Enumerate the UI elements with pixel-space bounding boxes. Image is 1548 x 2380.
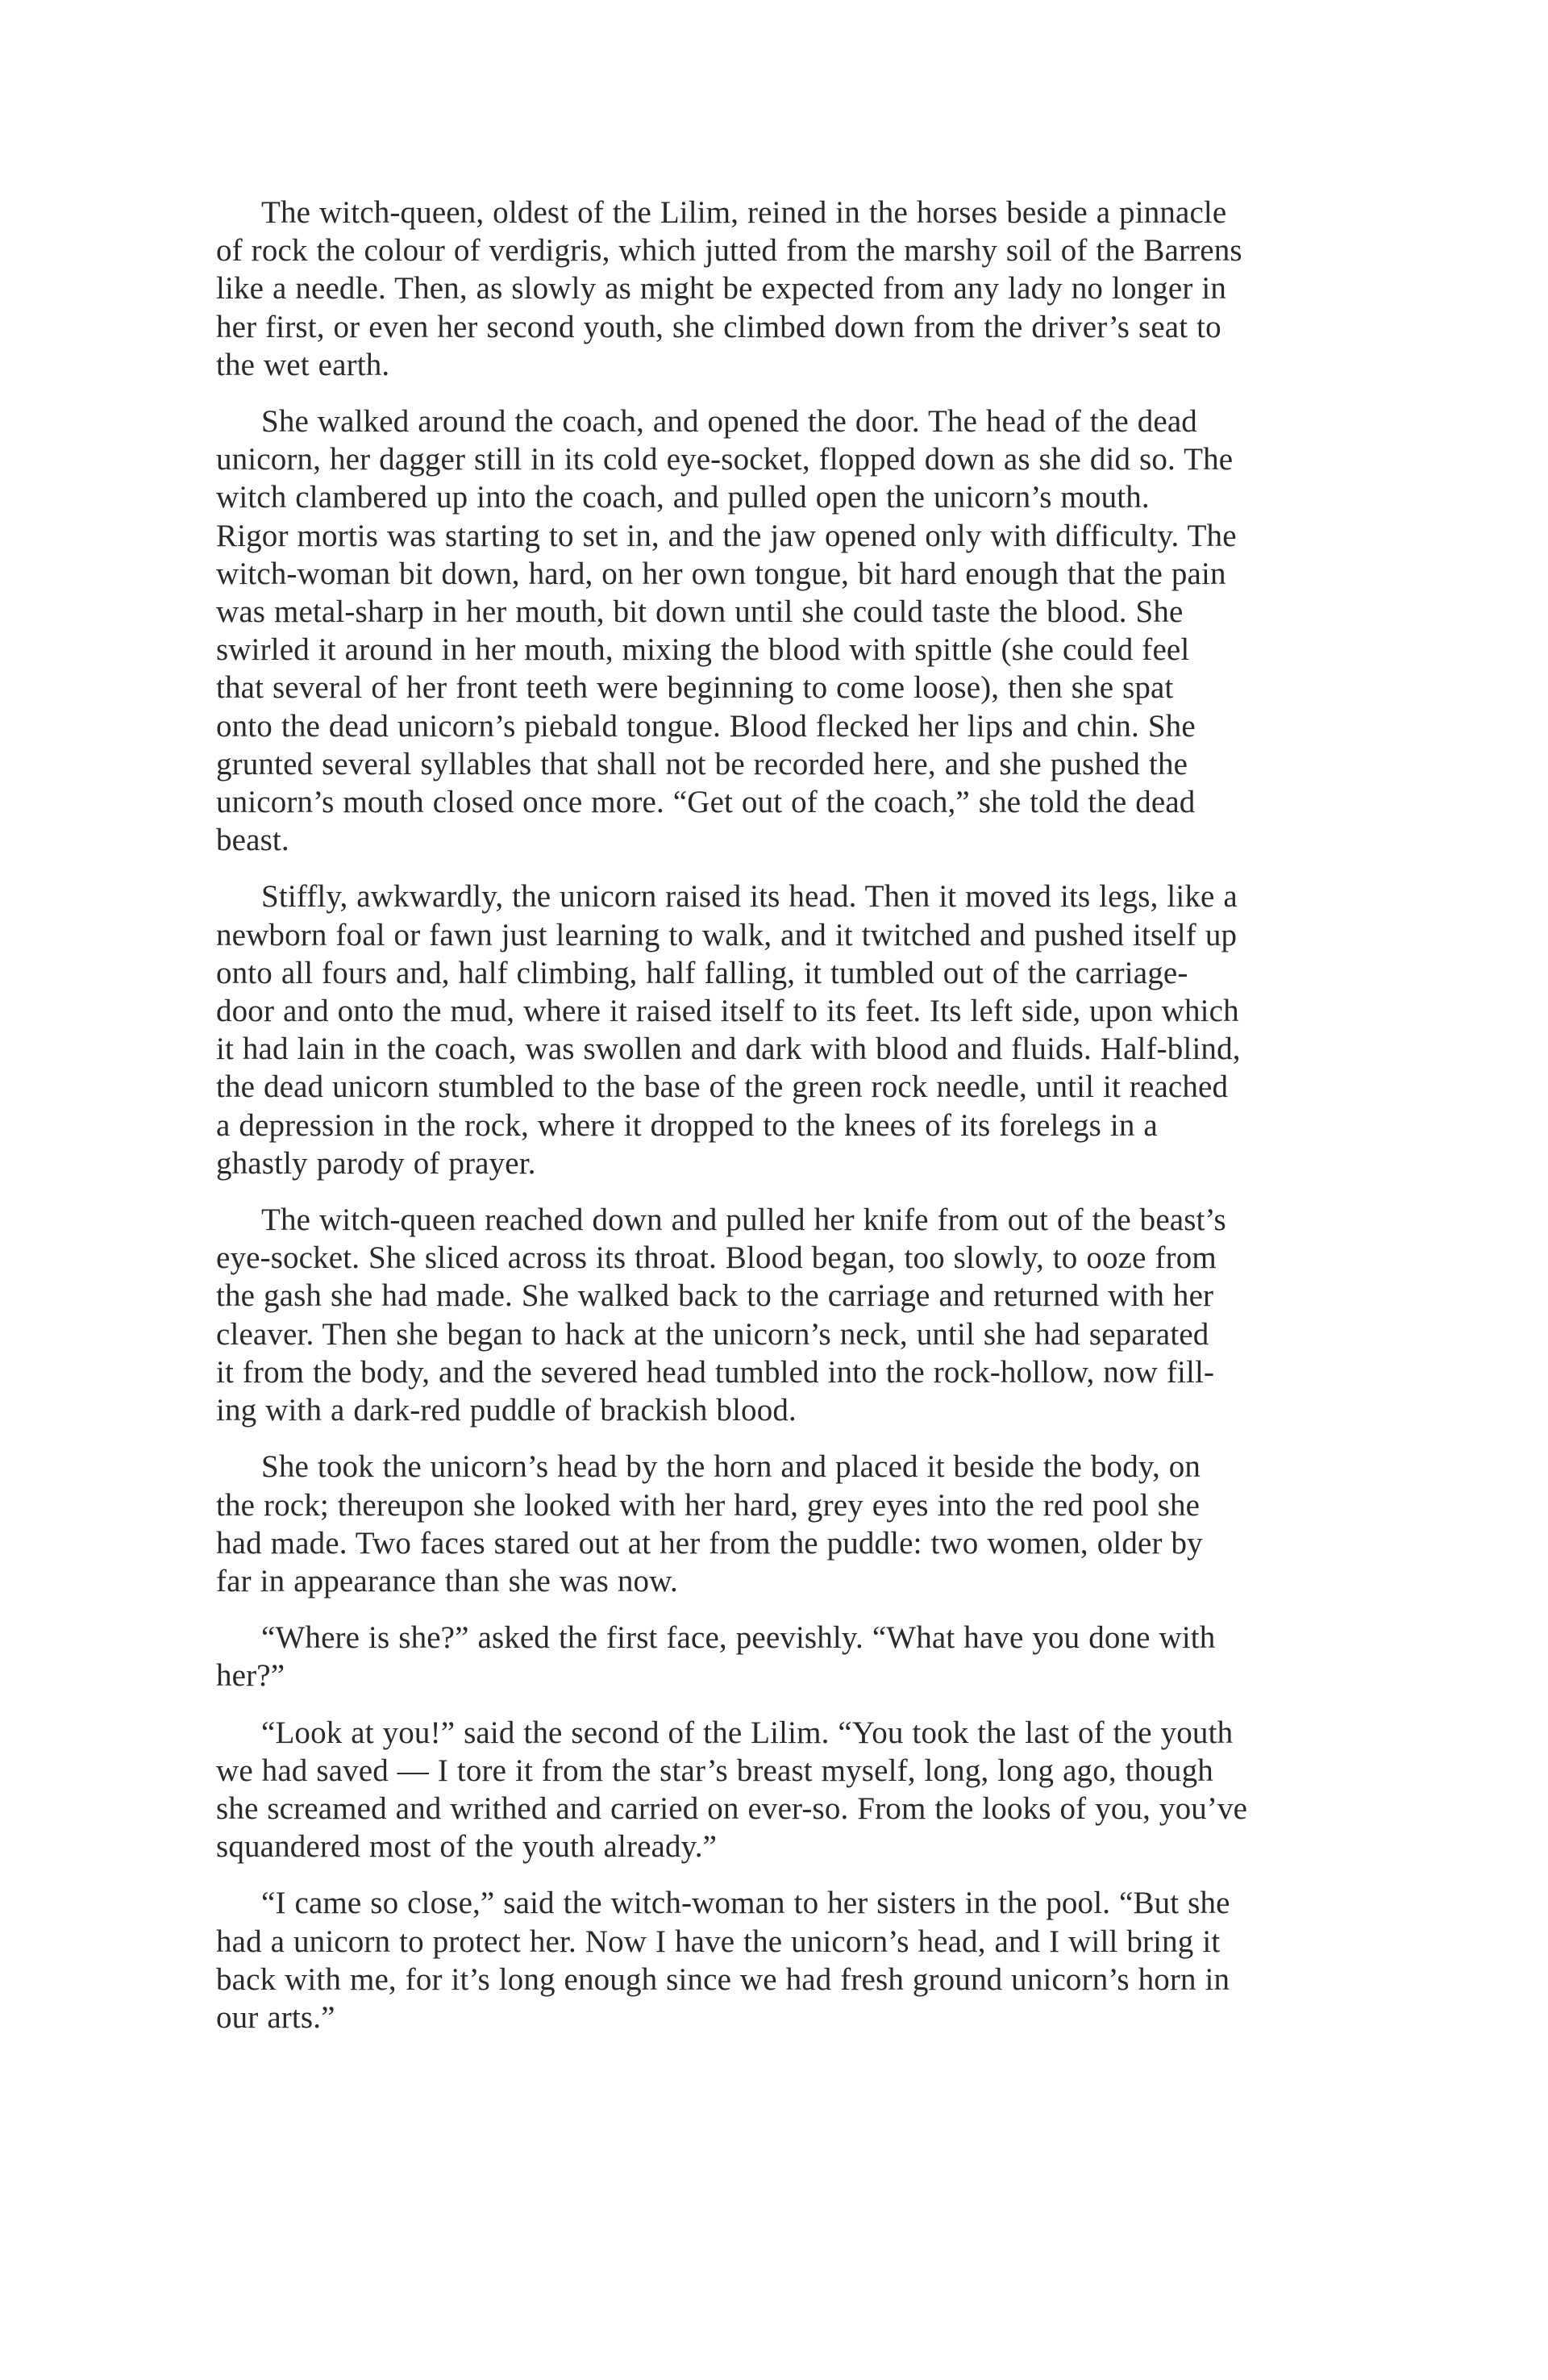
text-line: we had saved — I tore it from the star’s breast myself, long, long ago, though — [216, 1753, 1213, 1788]
text-line: back with me, for it’s long enough since we had fresh ground unicorn’s horn in — [216, 1961, 1230, 1997]
text-line: squandered most of the youth already.” — [216, 1829, 718, 1865]
paragraph-4 — [216, 1201, 1329, 1429]
text-line: newborn foal or fawn just learning to walk, and it twitched and pushed itself up — [216, 917, 1238, 952]
text-line: cleaver. Then she began to hack at the unicorn’s neck, until she had separated — [216, 1316, 1209, 1352]
text-line: witch-woman bit down, hard, on her own tongue, bit hard enough that the pain — [216, 556, 1226, 591]
text-line: grunted several syllables that shall not be recorded here, and she pushed the — [216, 746, 1188, 782]
text-line: She took the unicorn’s head by the horn and placed it beside the body, on — [261, 1449, 1201, 1485]
text-line: “Look at you!” said the second of the Lilim. “You took the last of the youth — [261, 1715, 1234, 1750]
text-line: The witch-queen reached down and pulled her knife from out of the beast’s — [261, 1203, 1226, 1238]
text-line: Rigor mortis was starting to set in, and the jaw opened only with difficulty. The — [216, 518, 1237, 553]
text-line: like a needle. Then, as slowly as might be expected from any lady no longer in — [216, 271, 1227, 306]
text-line: had made. Two faces stared out at her from the puddle: two women, older by — [216, 1525, 1203, 1561]
text-line: Stiffly, awkwardly, the unicorn raised its head. Then it moved its legs, like a — [261, 879, 1238, 915]
text-line: unicorn, her dagger still in its cold eye-socket, flopped down as she did so. The — [216, 442, 1234, 477]
text-line: eye-socket. She sliced across its throat. Blood began, too slowly, to ooze from — [216, 1240, 1217, 1276]
text-line: “I came so close,” said the witch-woman to her sisters in the pool. “But she — [261, 1886, 1230, 1921]
book-page — [216, 194, 1329, 2055]
text-line: the dead unicorn stumbled to the base of the green rock needle, until it reached — [216, 1069, 1229, 1105]
text-line: it from the body, and the severed head tumbled into the rock-hollow, now fill- — [216, 1354, 1215, 1390]
text-line: the rock; thereupon she looked with her hard, grey eyes into the red pool she — [216, 1487, 1201, 1523]
text-line: swirled it around in her mouth, mixing the blood with spittle (she could feel — [216, 632, 1190, 668]
text-line: that several of her front teeth were beginning to come loose), then she spat — [216, 670, 1174, 706]
text-line: “Where is she?” asked the first face, peevishly. “What have you done with — [261, 1620, 1216, 1656]
text-line: ing with a dark-red puddle of brackish blood. — [216, 1393, 797, 1428]
paragraph-5 — [216, 1448, 1329, 1600]
text-line: ghastly parody of prayer. — [216, 1145, 536, 1181]
text-line: her first, or even her second youth, she climbed down from the driver’s seat to — [216, 309, 1221, 344]
text-line: beast. — [216, 823, 289, 858]
text-line: of rock the colour of verdigris, which jutted from the marshy soil of the Barrens — [216, 233, 1242, 269]
text-line: far in appearance than she was now. — [216, 1563, 678, 1598]
text-line: had a unicorn to protect her. Now I have the unicorn’s head, and I will bring it — [216, 1924, 1221, 1959]
paragraph-2 — [216, 402, 1329, 859]
text-line: door and onto the mud, where it raised itself to its feet. Its left side, upon which — [216, 994, 1239, 1029]
text-line: She walked around the coach, and opened the door. The head of the dead — [261, 404, 1197, 440]
paragraph-8 — [216, 1884, 1329, 2036]
text-line: onto the dead unicorn’s piebald tongue. Blood flecked her lips and chin. She — [216, 708, 1196, 744]
text-line: The witch-queen, oldest of the Lilim, reined in the horses beside a pinnacle — [261, 195, 1227, 230]
text-line: it had lain in the coach, was swollen and dark with blood and fluids. Half-blind, — [216, 1032, 1241, 1067]
text-line: her?” — [216, 1658, 285, 1694]
text-line: unicorn’s mouth closed once more. “Get out of the coach,” she told the dead — [216, 785, 1196, 820]
text-line: a depression in the rock, where it dropped to the knees of its forelegs in a — [216, 1107, 1158, 1143]
text-line: witch clambered up into the coach, and pulled open the unicorn’s mouth. — [216, 480, 1150, 515]
text-line: she screamed and writhed and carried on ever-so. From the looks of you, you’ve — [216, 1790, 1248, 1826]
text-line: our arts.” — [216, 1999, 335, 2035]
text-line: was metal-sharp in her mouth, bit down until she could taste the blood. She — [216, 594, 1184, 630]
paragraph-1 — [216, 194, 1329, 384]
paragraph-3 — [216, 877, 1329, 1182]
paragraph-6 — [216, 1619, 1329, 1694]
text-line: the wet earth. — [216, 347, 390, 382]
paragraph-7 — [216, 1714, 1329, 1866]
text-line: the gash she had made. She walked back to the carriage and returned with her — [216, 1278, 1214, 1314]
text-line: onto all fours and, half climbing, half falling, it tumbled out of the carriage- — [216, 955, 1188, 990]
